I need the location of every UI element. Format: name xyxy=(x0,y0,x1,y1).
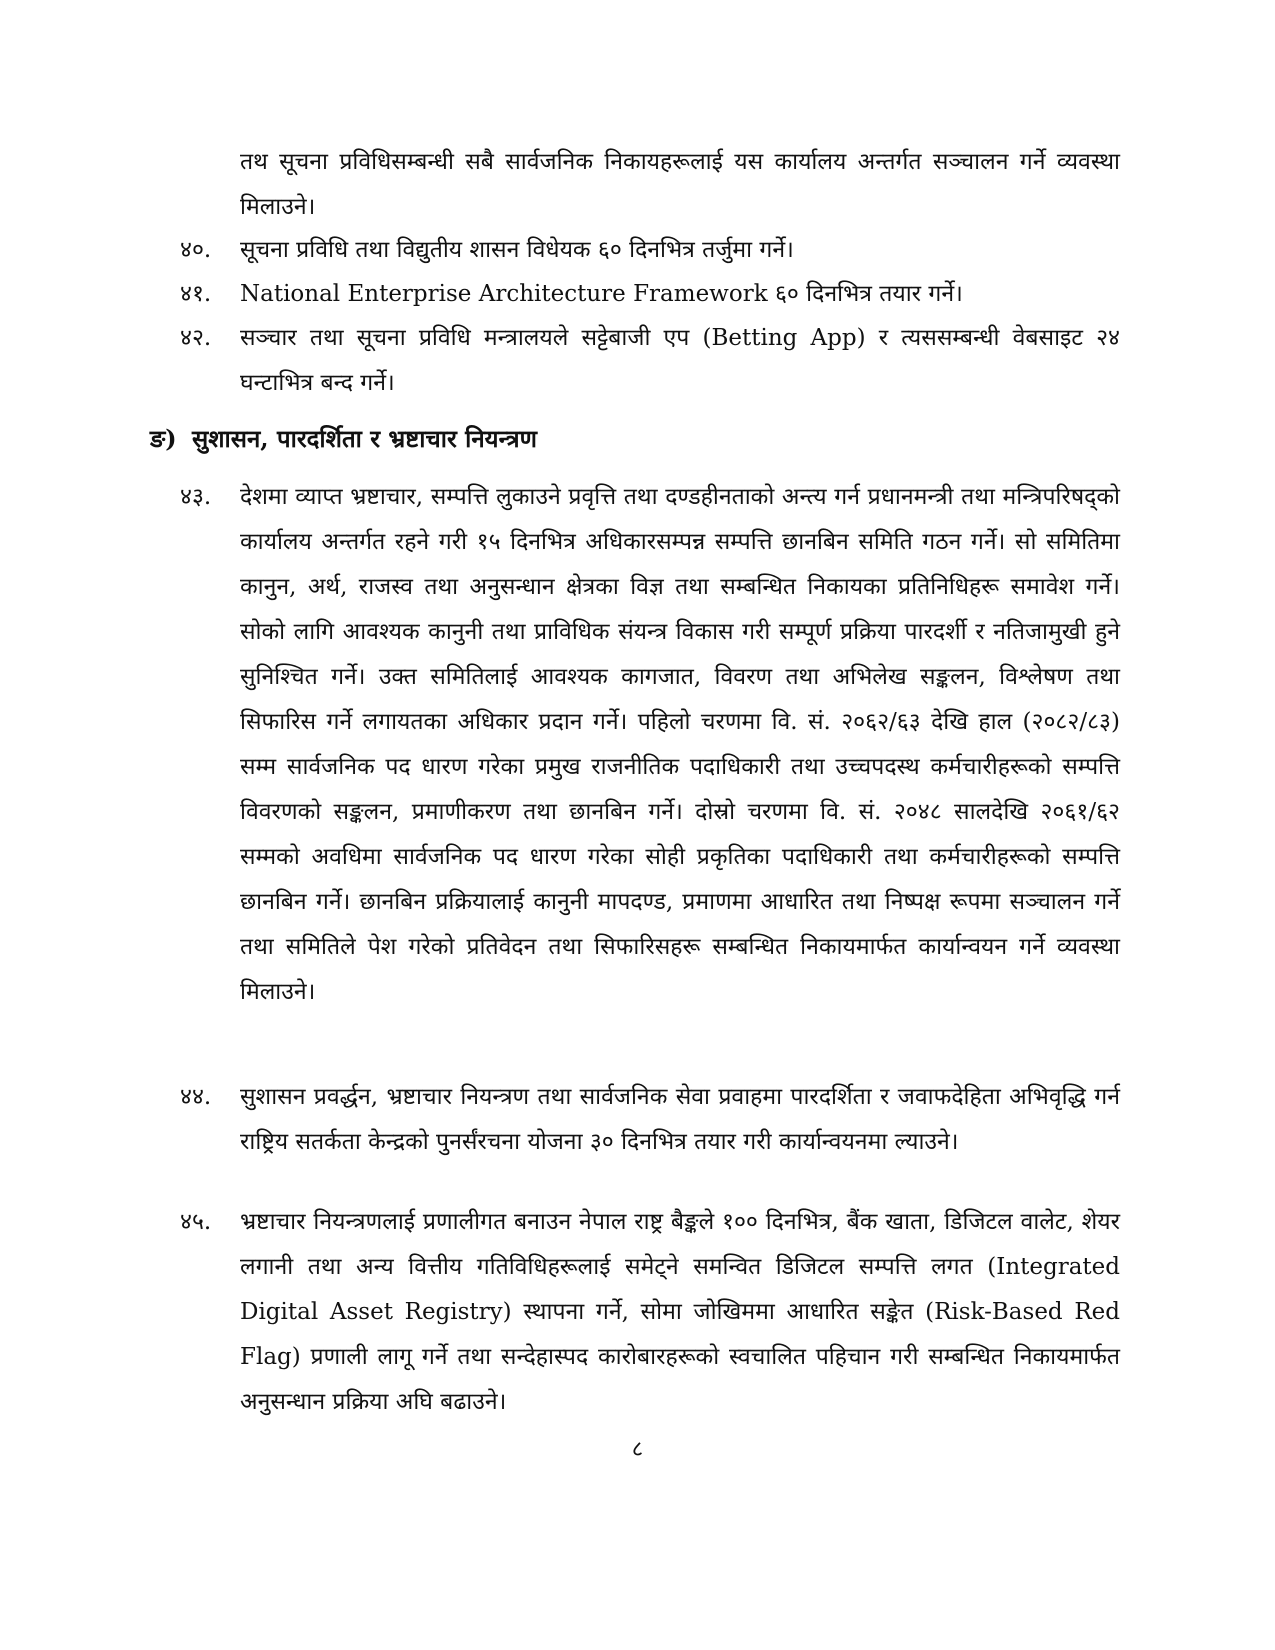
list-item-40 xyxy=(180,228,1120,273)
list-item-44 xyxy=(180,1075,1120,1165)
item-number: ४४. xyxy=(180,1084,212,1110)
item-text: सूचना प्रविधि तथा विद्युतीय शासन विधेयक ६० दिनभित्र तर्जुमा गर्ने। xyxy=(240,237,794,263)
list-item-42 xyxy=(180,316,1120,406)
item-text: भ्रष्टाचार नियन्त्रणलाई प्रणालीगत बनाउन नेपाल राष्ट्र बैङ्कले १०० दिनभित्र, बैंक खाता, डिजिटल वालेट, शेयर लगानी तथा अन्य वित्तीय गतिविधिहरूलाई समेट्ने समन्वित डिजिटल सम्पत्ति लगत (Integrated Digital Asset Registry) स्थापना गर्ने, सोमा जोखिममा आधारित सङ्केत (Risk-Based Red Flag) प्रणाली लागू गर्ने तथा सन्देहास्पद कारोबारहरूको स्वचालित पहिचान गरी सम्बन्धित निकायमार्फत अनुसन्धान प्रक्रिया अघि बढाउने। xyxy=(240,1209,1120,1415)
item-number: ४१. xyxy=(180,281,212,307)
item-number: ४०. xyxy=(180,237,212,263)
list-item-43 xyxy=(180,475,1120,1015)
item-number: ४३. xyxy=(180,484,212,510)
item-text: देशमा व्याप्त भ्रष्टाचार, सम्पत्ति लुकाउने प्रवृत्ति तथा दण्डहीनताको अन्त्य गर्न प्रधानमन्त्री तथा मन्त्रिपरिषद्को कार्यालय अन्तर्गत रहने गरी १५ दिनभित्र अधिकारसम्पन्न सम्पत्ति छानबिन समिति गठन गर्ने। सो समितिमा कानुन, अर्थ, राजस्व तथा अनुसन्धान क्षेत्रका विज्ञ तथा सम्बन्धित निकायका प्रतिनिधिहरू समावेश गर्ने। सोको लागि आवश्यक कानुनी तथा प्राविधिक संयन्त्र विकास गरी सम्पूर्ण प्रक्रिया पारदर्शी र नतिजामुखी हुने सुनिश्चित गर्ने। उक्त समितिलाई आवश्यक कागजात, विवरण तथा अभिलेख सङ्कलन, विश्लेषण तथा सिफारिस गर्ने लगायतका अधिकार प्रदान गर्ने। पहिलो चरणमा वि. सं. २०६२/६३ देखि हाल (२०८२/८३) सम्म सार्वजनिक पद धारण गरेका प्रमुख राजनीतिक पदाधिकारी तथा उच्चपदस्थ कर्मचारीहरूको सम्पत्ति विवरणको सङ्कलन, प्रमाणीकरण तथा छानबिन गर्ने। दोस्रो चरणमा वि. सं. २०४८ सालदेखि २०६१/६२ सम्मको अवधिमा सार्वजनिक पद धारण गरेका सोही प्रकृतिका पदाधिकारी तथा कर्मचारीहरूको सम्पत्ति छानबिन गर्ने। छानबिन प्रक्रियालाई कानुनी मापदण्ड, प्रमाणमा आधारित तथा निष्पक्ष रूपमा सञ्चालन गर्ने तथा समितिले पेश गरेको प्रतिवेदन तथा सिफारिसहरू सम्बन्धित निकायमार्फत कार्यान्वयन गर्ने व्यवस्था मिलाउने। xyxy=(240,484,1120,1005)
continuation-paragraph: तथ सूचना प्रविधिसम्बन्धी सबै सार्वजनिक निकायहरूलाई यस कार्यालय अन्तर्गत सञ्चालन गर्ने व्यवस्था मिलाउने। xyxy=(240,149,1120,220)
item-number: ४५. xyxy=(180,1209,212,1235)
section-marker: ङ) xyxy=(150,424,177,453)
item-text: सञ्चार तथा सूचना प्रविधि मन्त्रालयले सट्टेबाजी एप (Betting App) र त्यससम्बन्धी वेबसाइट २४ घन्टाभित्र बन्द गर्ने। xyxy=(240,325,1120,396)
item-number: ४२. xyxy=(180,325,212,351)
list-item-45 xyxy=(180,1200,1120,1425)
item-text: National Enterprise Architecture Framework ६० दिनभित्र तयार गर्ने। xyxy=(240,281,963,307)
page-number: ८ xyxy=(631,1437,644,1462)
item-text: सुशासन प्रवर्द्धन, भ्रष्टाचार नियन्त्रण तथा सार्वजनिक सेवा प्रवाहमा पारदर्शिता र जवाफदेहिता अभिवृद्धि गर्न राष्ट्रिय सतर्कता केन्द्रको पुनर्संरचना योजना ३० दिनभित्र तयार गरी कार्यान्वयनमा ल्याउने। xyxy=(240,1084,1120,1155)
section-title: सुशासन, पारदर्शिता र भ्रष्टाचार नियन्त्रण xyxy=(192,424,537,453)
list-item-41 xyxy=(180,272,1120,317)
section-heading xyxy=(150,416,1120,461)
